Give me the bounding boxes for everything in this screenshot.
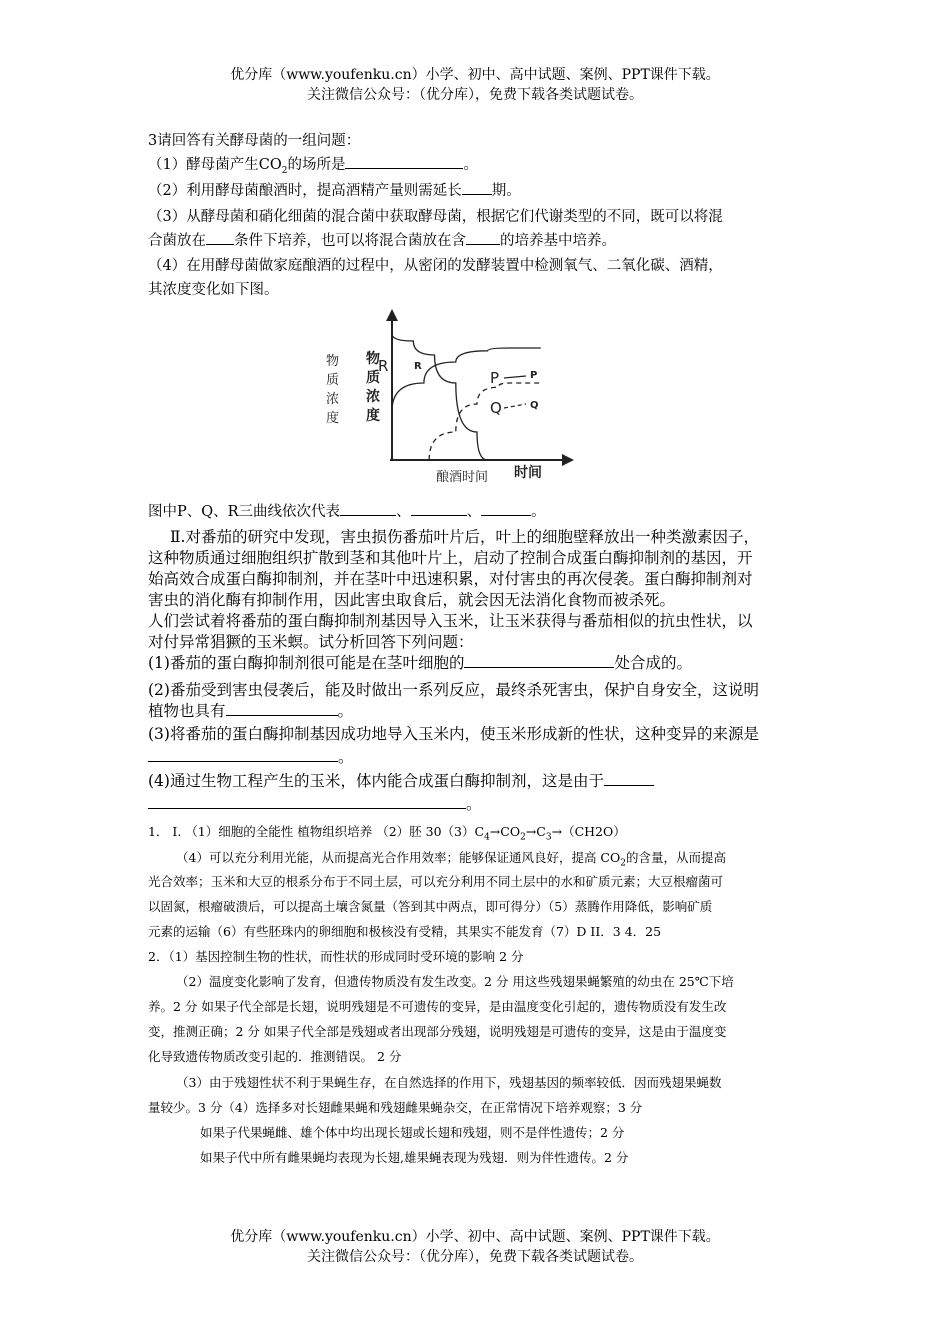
part2-q2-cont: 植物也具有 。: [148, 702, 354, 720]
q3-sub4-cont: 其浓度变化如下图。: [148, 282, 279, 298]
answer-2-1: 2．（1）基因控制生物的性状，而性状的形成同时受环境的影响 2 分: [148, 949, 524, 964]
blank-line[interactable]: [464, 653, 614, 668]
y-label-char: 物: [326, 354, 340, 369]
answer-2-4-a: 如果子代果蝇雌、雄个体中均出现长翅或长翅和残翅，则不是伴性遗传；2 分: [200, 1125, 625, 1140]
answer-1-4: （4）可以充分利用光能，从而提高光合作用效率；能够保证通风良好，提高 $CO_2$的含量，从而提高: [176, 850, 726, 869]
answer-2-2-cont-b: 变，推测正确；2 分 如果子代全部是残翅或者出现部分残翅，说明残翅是可遗传的变异，这是由于温度变: [148, 1024, 727, 1039]
footer-line-2: 关注微信公众号：（优分库），免费下载各类试题试卷。: [307, 1249, 643, 1265]
series-p-line: [392, 348, 541, 411]
printed-label-r: R: [414, 361, 422, 372]
part2-q1: (1)番茄的蛋白酶抑制剂很可能是在茎叶细胞的 处合成的。: [148, 654, 692, 672]
y-axis-printed-label-char: 浓: [366, 389, 380, 405]
answer-1-cont-b: 以固氮，根瘤破溃后，可以提高土壤含氮量（答到其中两点，即可得分）（5）蒸腾作用降低，影响矿质: [148, 899, 713, 914]
y-label-char: 浓: [326, 392, 340, 407]
q3-sub4: （4）在用酵母菌做家庭酿酒的过程中，从密闭的发酵装置中检测氧气、二氧化碳、酒精，: [148, 258, 723, 274]
p-label-stroke: [504, 376, 526, 378]
header-line-2: 关注微信公众号：（优分库），免费下载各类试题试卷。: [307, 87, 643, 103]
blank-line[interactable]: [481, 501, 531, 516]
printed-label-p: P: [530, 370, 538, 381]
part2-q3-cont: 。: [148, 745, 354, 767]
y-axis-printed-label-char: 质: [366, 370, 380, 386]
part2-para-4: 害虫的消化酶有抑制作用，因此害虫取食后，就会因无法消化食物而被杀死。: [148, 591, 676, 609]
x-axis-printed-label: 时间: [514, 465, 542, 481]
blank-line[interactable]: [604, 771, 654, 786]
concentration-chart: [320, 305, 580, 495]
q3-sub2: （2）利用酵母菌酿酒时，提高酒精产量则需延长 期。: [148, 179, 521, 200]
answer-2-4-b: 如果子代中所有雌果蝇均表现为长翅,雄果蝇表现为残翅．则为伴性遗传。2 分: [200, 1150, 629, 1165]
series-q-line: [429, 383, 541, 460]
blank-line[interactable]: [340, 501, 396, 516]
answer-2-2-cont-a: 养。2 分 如果子代全部是长翅，说明残翅是不可遗传的变异，是由温度变化引起的，遗传物质没有发生改: [148, 999, 727, 1014]
answer-1: 1． I. （1）细胞的全能性 植物组织培养 （2）胚 $30(3)C_4\to CO_2\to C_3\to(CH2O)$: [148, 824, 626, 843]
footer-line-1: 优分库（www.youfenku.cn）小学、初中、高中试题、案例、PPT课件下载。: [230, 1229, 720, 1245]
q3-sub3: （3）从酵母菌和硝化细菌的混合菌中获取酵母菌，根据它们代谢类型的不同，既可以将混: [148, 209, 723, 225]
header-line-1: 优分库（www.youfenku.cn）小学、初中、高中试题、案例、PPT课件下载。: [230, 67, 720, 83]
answer-2-3: （3）由于残翅性状不利于果蝇生存，在自然选择的作用下，残翅基因的频率较低．因而残翅果蝇数: [176, 1075, 722, 1090]
answer-2-2: （2）温度变化影响了发育，但遗传物质没有发生改变。2 分 用这些残翅果蝇繁殖的幼虫在 25℃下培: [176, 974, 734, 989]
answer-2-2-cont-c: 化导致遗传物质改变引起的．推测错误。 2 分: [148, 1049, 402, 1064]
series-r-line: [392, 334, 488, 460]
answer-2-3-cont: 量较少。3 分（4）选择多对长翅雌果蝇和残翅雌果蝇杂交，在正常情况下培养观察；3 分: [148, 1100, 643, 1115]
q3-sub1: （1）酵母菌产生$CO_2$的场所是 。: [148, 153, 478, 176]
part2-para-5: 人们尝试着将番茄的蛋白酶抑制剂基因导入玉米，让玉米获得与番茄相似的抗虫性状，以: [148, 612, 753, 630]
part2-para-6: 对付异常猖獗的玉米螟。试分析回答下列问题：: [148, 633, 474, 651]
part2-q2: (2)番茄受到害虫侵袭后，能及时做出一系列反应，最终杀死害虫，保护自身安全，这说明: [148, 681, 759, 699]
blank-line[interactable]: [226, 701, 338, 716]
part2-para-3: 始高效合成蛋白酶抑制剂，并在茎叶中迅速积累，对付害虫的再次侵袭。蛋白酶抑制剂对: [148, 570, 753, 588]
blank-line[interactable]: [148, 747, 338, 762]
label-r: R: [378, 357, 389, 375]
label-q: Q: [490, 399, 502, 417]
q3-title: 3请回答有关酵母菌的一组问题：: [148, 133, 361, 149]
answer-1-cont-c: 元素的运输（6）有些胚珠内的卵细胞和极核没有受精，其果实不能发育（7）D II．3 4．25: [148, 924, 662, 939]
part2-q3: (3)将番茄的蛋白酶抑制基因成功地导入玉米内，使玉米形成新的性状，这种变异的来源是: [148, 725, 759, 743]
part2-para-2: 这种物质通过细胞组织扩散到茎和其他叶片上，启动了控制合成蛋白酶抑制剂的基因，开: [148, 549, 753, 567]
blank-line[interactable]: [466, 230, 500, 245]
blank-line[interactable]: [148, 794, 466, 809]
part2-q4: (4)通过生物工程产生的玉米，体内能合成蛋白酶抑制剂，这是由于: [148, 769, 654, 791]
part2-q4-cont: 。: [148, 792, 482, 814]
blank-line[interactable]: [345, 154, 463, 169]
x-axis-label: 酿酒时间: [436, 470, 489, 485]
blank-line[interactable]: [206, 230, 234, 245]
blank-line[interactable]: [411, 501, 467, 516]
q-label-stroke: [504, 404, 526, 408]
y-axis-printed-label-char: 物: [366, 351, 380, 367]
y-label-char: 度: [326, 411, 340, 426]
part2-para-1: Ⅱ.对番茄的研究中发现，害虫损伤番茄叶片后，叶上的细胞壁释放出一种类激素因子，: [170, 528, 759, 546]
y-axis-printed-label-char: 度: [366, 408, 380, 424]
label-p: P: [490, 369, 500, 387]
blank-line[interactable]: [462, 180, 492, 195]
y-label-char: 质: [326, 373, 340, 388]
pqr-question: 图中P、Q、R三曲线依次代表 、 、 。: [148, 500, 546, 521]
answer-1-cont-a: 光合效率；玉米和大豆的根系分布于不同土层，可以充分利用不同土层中的水和矿质元素；大豆根瘤菌可: [148, 874, 724, 889]
q3-sub3-cont: 合菌放在 条件下培养，也可以将混合菌放在含 的培养基中培养。: [148, 229, 616, 250]
printed-label-q: Q: [530, 400, 539, 411]
